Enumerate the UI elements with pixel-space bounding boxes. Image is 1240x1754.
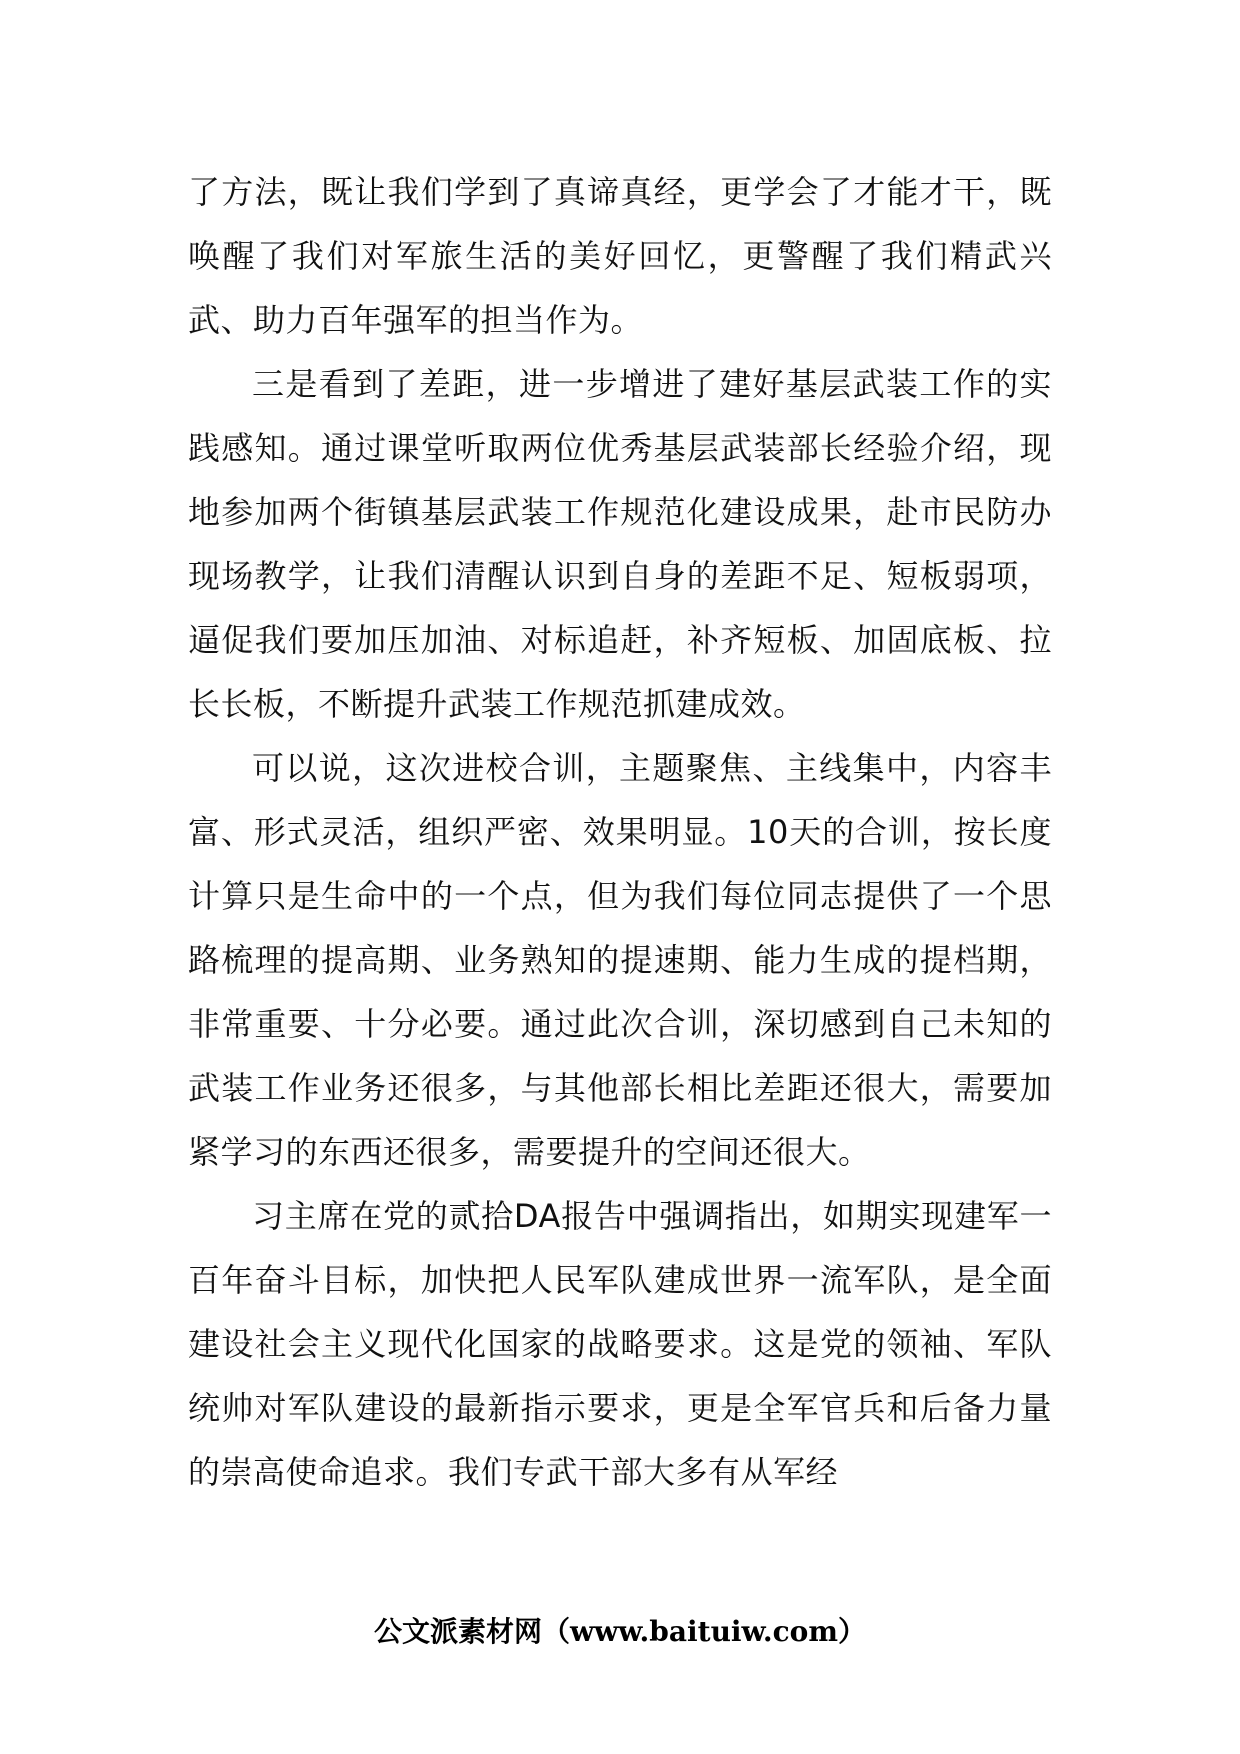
footer-watermark: 公文派素材网（www.baituiw.com）	[374, 1615, 866, 1648]
document-body	[188, 160, 1052, 1504]
paragraph-training-summary: 可以说，这次进校合训，主题聚焦、主线集中，内容丰富、形式灵活，组织严密、效果明显。10天的合训，按长度计算只是生命中的一个点，但为我们每位同志提供了一个思路梳理的提高期、业务熟知的提速期、能力生成的提档期，非常重要、十分必要。通过此次合训，深切感到自己未知的武装工作业务还很多，与其他部长相比差距还很大，需要加紧学习的东西还很多，需要提升的空间还很大。	[188, 749, 1052, 1171]
paragraph-chairman-report: 习主席在党的贰拾DA报告中强调指出，如期实现建军一百年奋斗目标，加快把人民军队建成世界一流军队，是全面建设社会主义现代化国家的战略要求。这是党的领袖、军队统帅对军队建设的最新指示要求，更是全军官兵和后备力量的崇高使命追求。我们专武干部大多有从军经	[188, 1197, 1052, 1491]
paragraph-gap-awareness: 三是看到了差距，进一步增进了建好基层武装工作的实践感知。通过课堂听取两位优秀基层武装部长经验介绍，现地参加两个街镇基层武装工作规范化建设成果，赴市民防办现场教学，让我们清醒认识到自身的差距不足、短板弱项，逼促我们要加压加油、对标追赶，补齐短板、加固底板、拉长长板，不断提升武装工作规范抓建成效。	[188, 365, 1052, 723]
paragraph-continued: 了方法，既让我们学到了真谛真经，更学会了才能才干，既唤醒了我们对军旅生活的美好回忆，更警醒了我们精武兴武、助力百年强军的担当作为。	[188, 173, 1052, 339]
